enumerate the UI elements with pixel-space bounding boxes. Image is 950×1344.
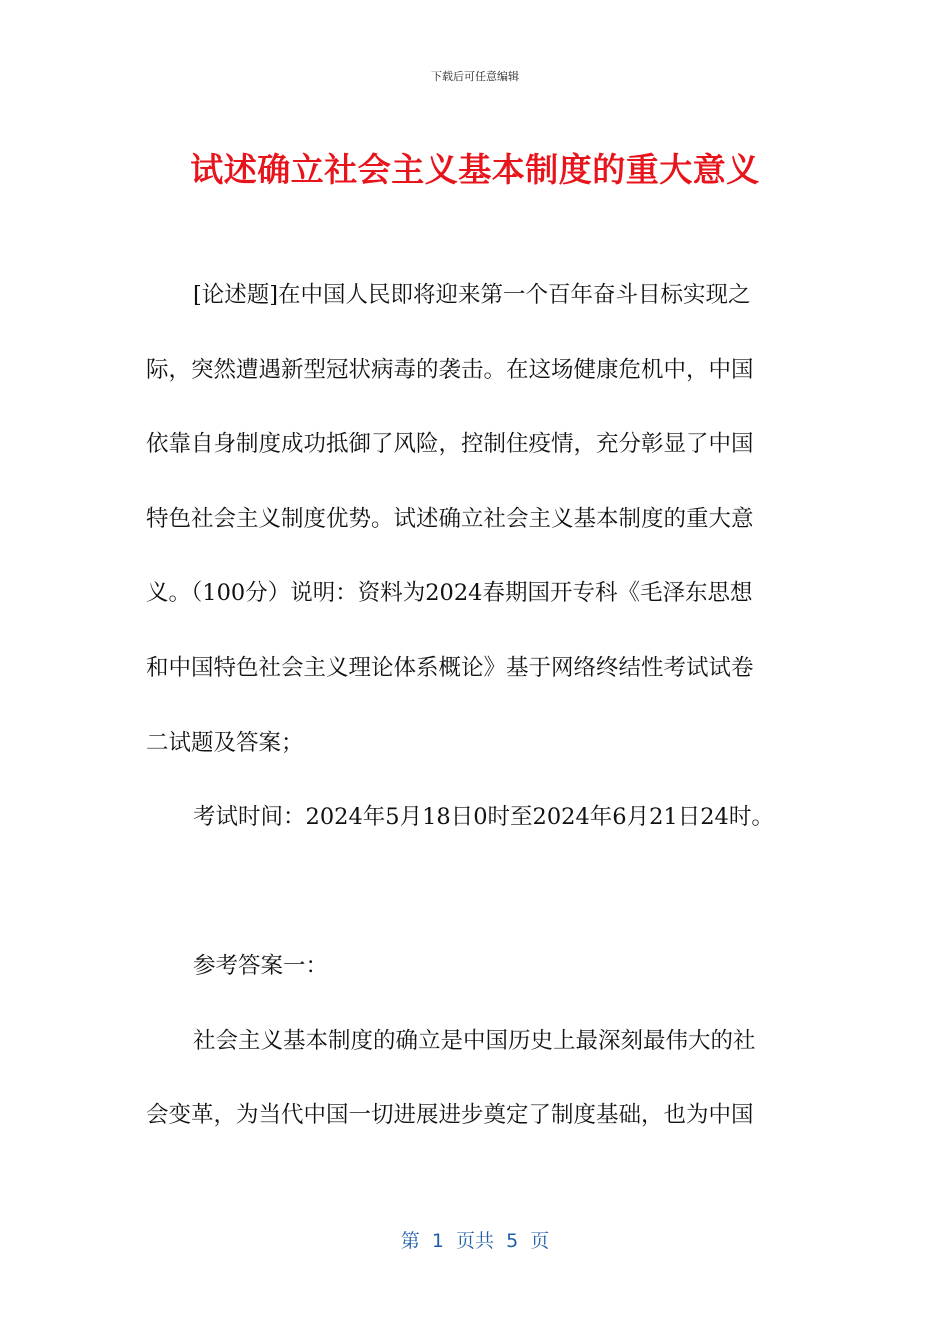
document-title: 试述确立社会主义基本制度的重大意义 <box>190 150 760 189</box>
answer-line: 会变革，为当代中国一切进展进步奠定了制度基础，也为中国 <box>146 1102 754 1128</box>
paragraph-line: 二试题及答案； <box>146 730 304 756</box>
exam-time: 考试时间：2024年5月18日0时至2024年6月21日24时。 <box>193 804 774 830</box>
answer-heading: 参考答案一： <box>193 953 329 979</box>
paragraph-line: 和中国特色社会主义理论体系概论》基于网络终结性考试试卷 <box>146 655 754 681</box>
paragraph-line: 依靠自身制度成功抵御了风险，控制住疫情，充分彰显了中国 <box>146 431 754 457</box>
answer-line: 社会主义基本制度的确立是中国历史上最深刻最伟大的社 <box>193 1028 756 1054</box>
page-footer: 第 1 页共 5 页 <box>400 1230 550 1252</box>
paragraph-line: 际，突然遭遇新型冠状病毒的袭击。在这场健康危机中，中国 <box>146 357 754 383</box>
paragraph-line: [论述题]在中国人民即将迎来第一个百年奋斗目标实现之 <box>193 282 751 308</box>
paragraph-line: 义。（100分）说明：资料为2024春期国开专科《毛泽东思想 <box>146 580 753 606</box>
paragraph-line: 特色社会主义制度优势。试述确立社会主义基本制度的重大意 <box>146 506 754 532</box>
header-note: 下载后可任意编辑 <box>431 70 519 83</box>
